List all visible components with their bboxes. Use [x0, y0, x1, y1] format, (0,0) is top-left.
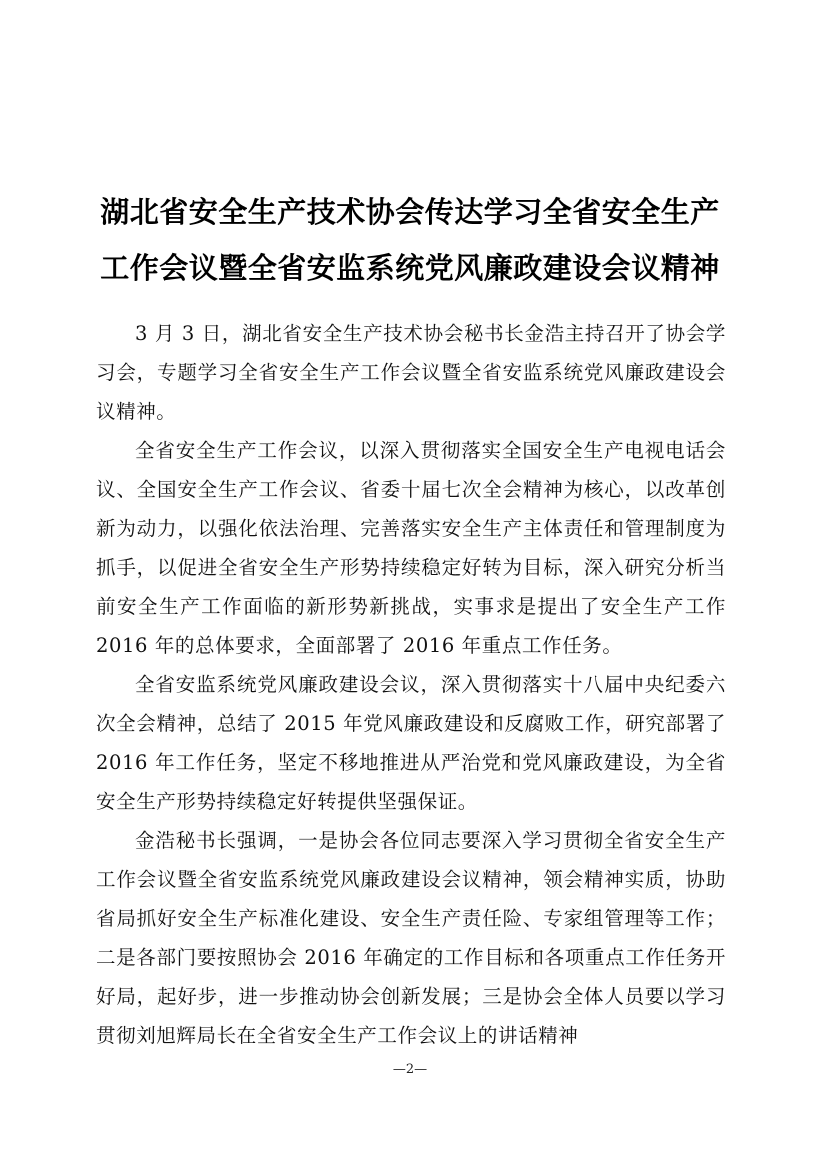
page-number: —2— — [392, 1062, 428, 1077]
document-body — [96, 314, 726, 1055]
paragraph-2: 全省安全生产工作会议，以深入贯彻落实全国安全生产电视电话会议、全国安全生产工作会议、省委十届七次全会精神为核心，以改革创新为动力，以强化依法治理、完善落实安全生产主体责任和管理制度为抓手，以促进全省安全生产形势持续稳定好转为目标，深入研究分析当前安全生产工作面临的新形势新挑战，实事求是提出了安全生产工作 2016 年的总体要求，全面部署了 2016 年重点工作任务。 — [96, 439, 726, 657]
paragraph-1: 3 月 3 日，湖北省安全生产技术协会秘书长金浩主持召开了协会学习会，专题学习全省安全生产工作会议暨全省安监系统党风廉政建设会议精神。 — [96, 322, 726, 423]
document-title — [60, 184, 760, 296]
paragraph-3: 全省安监系统党风廉政建设会议，深入贯彻落实十八届中央纪委六次全会精神，总结了 2015 年党风廉政建设和反腐败工作，研究部署了 2016 年工作任务，坚定不移地推进从严治党和党风廉政建设，为全省安全生产形势持续稳定好转提供坚强保证。 — [96, 673, 726, 813]
title-line-2: 工作会议暨全省安监系统党风廉政建设会议精神 — [100, 251, 720, 285]
paragraph-4: 金浩秘书长强调，一是协会各位同志要深入学习贯彻全省安全生产工作会议暨全省安监系统党风廉政建设会议精神，领会精神实质，协助省局抓好安全生产标准化建设、安全生产责任险、专家组管理等工作；二是各部门要按照协会 2016 年确定的工作目标和各项重点工作任务开好局，起好步，进一步推动协会创新发展；三是协会全体人员要以学习贯彻刘旭辉局长在全省安全生产工作会议上的讲话精神 — [96, 829, 726, 1047]
title-line-1: 湖北省安全生产技术协会传达学习全省安全生产 — [100, 195, 720, 229]
